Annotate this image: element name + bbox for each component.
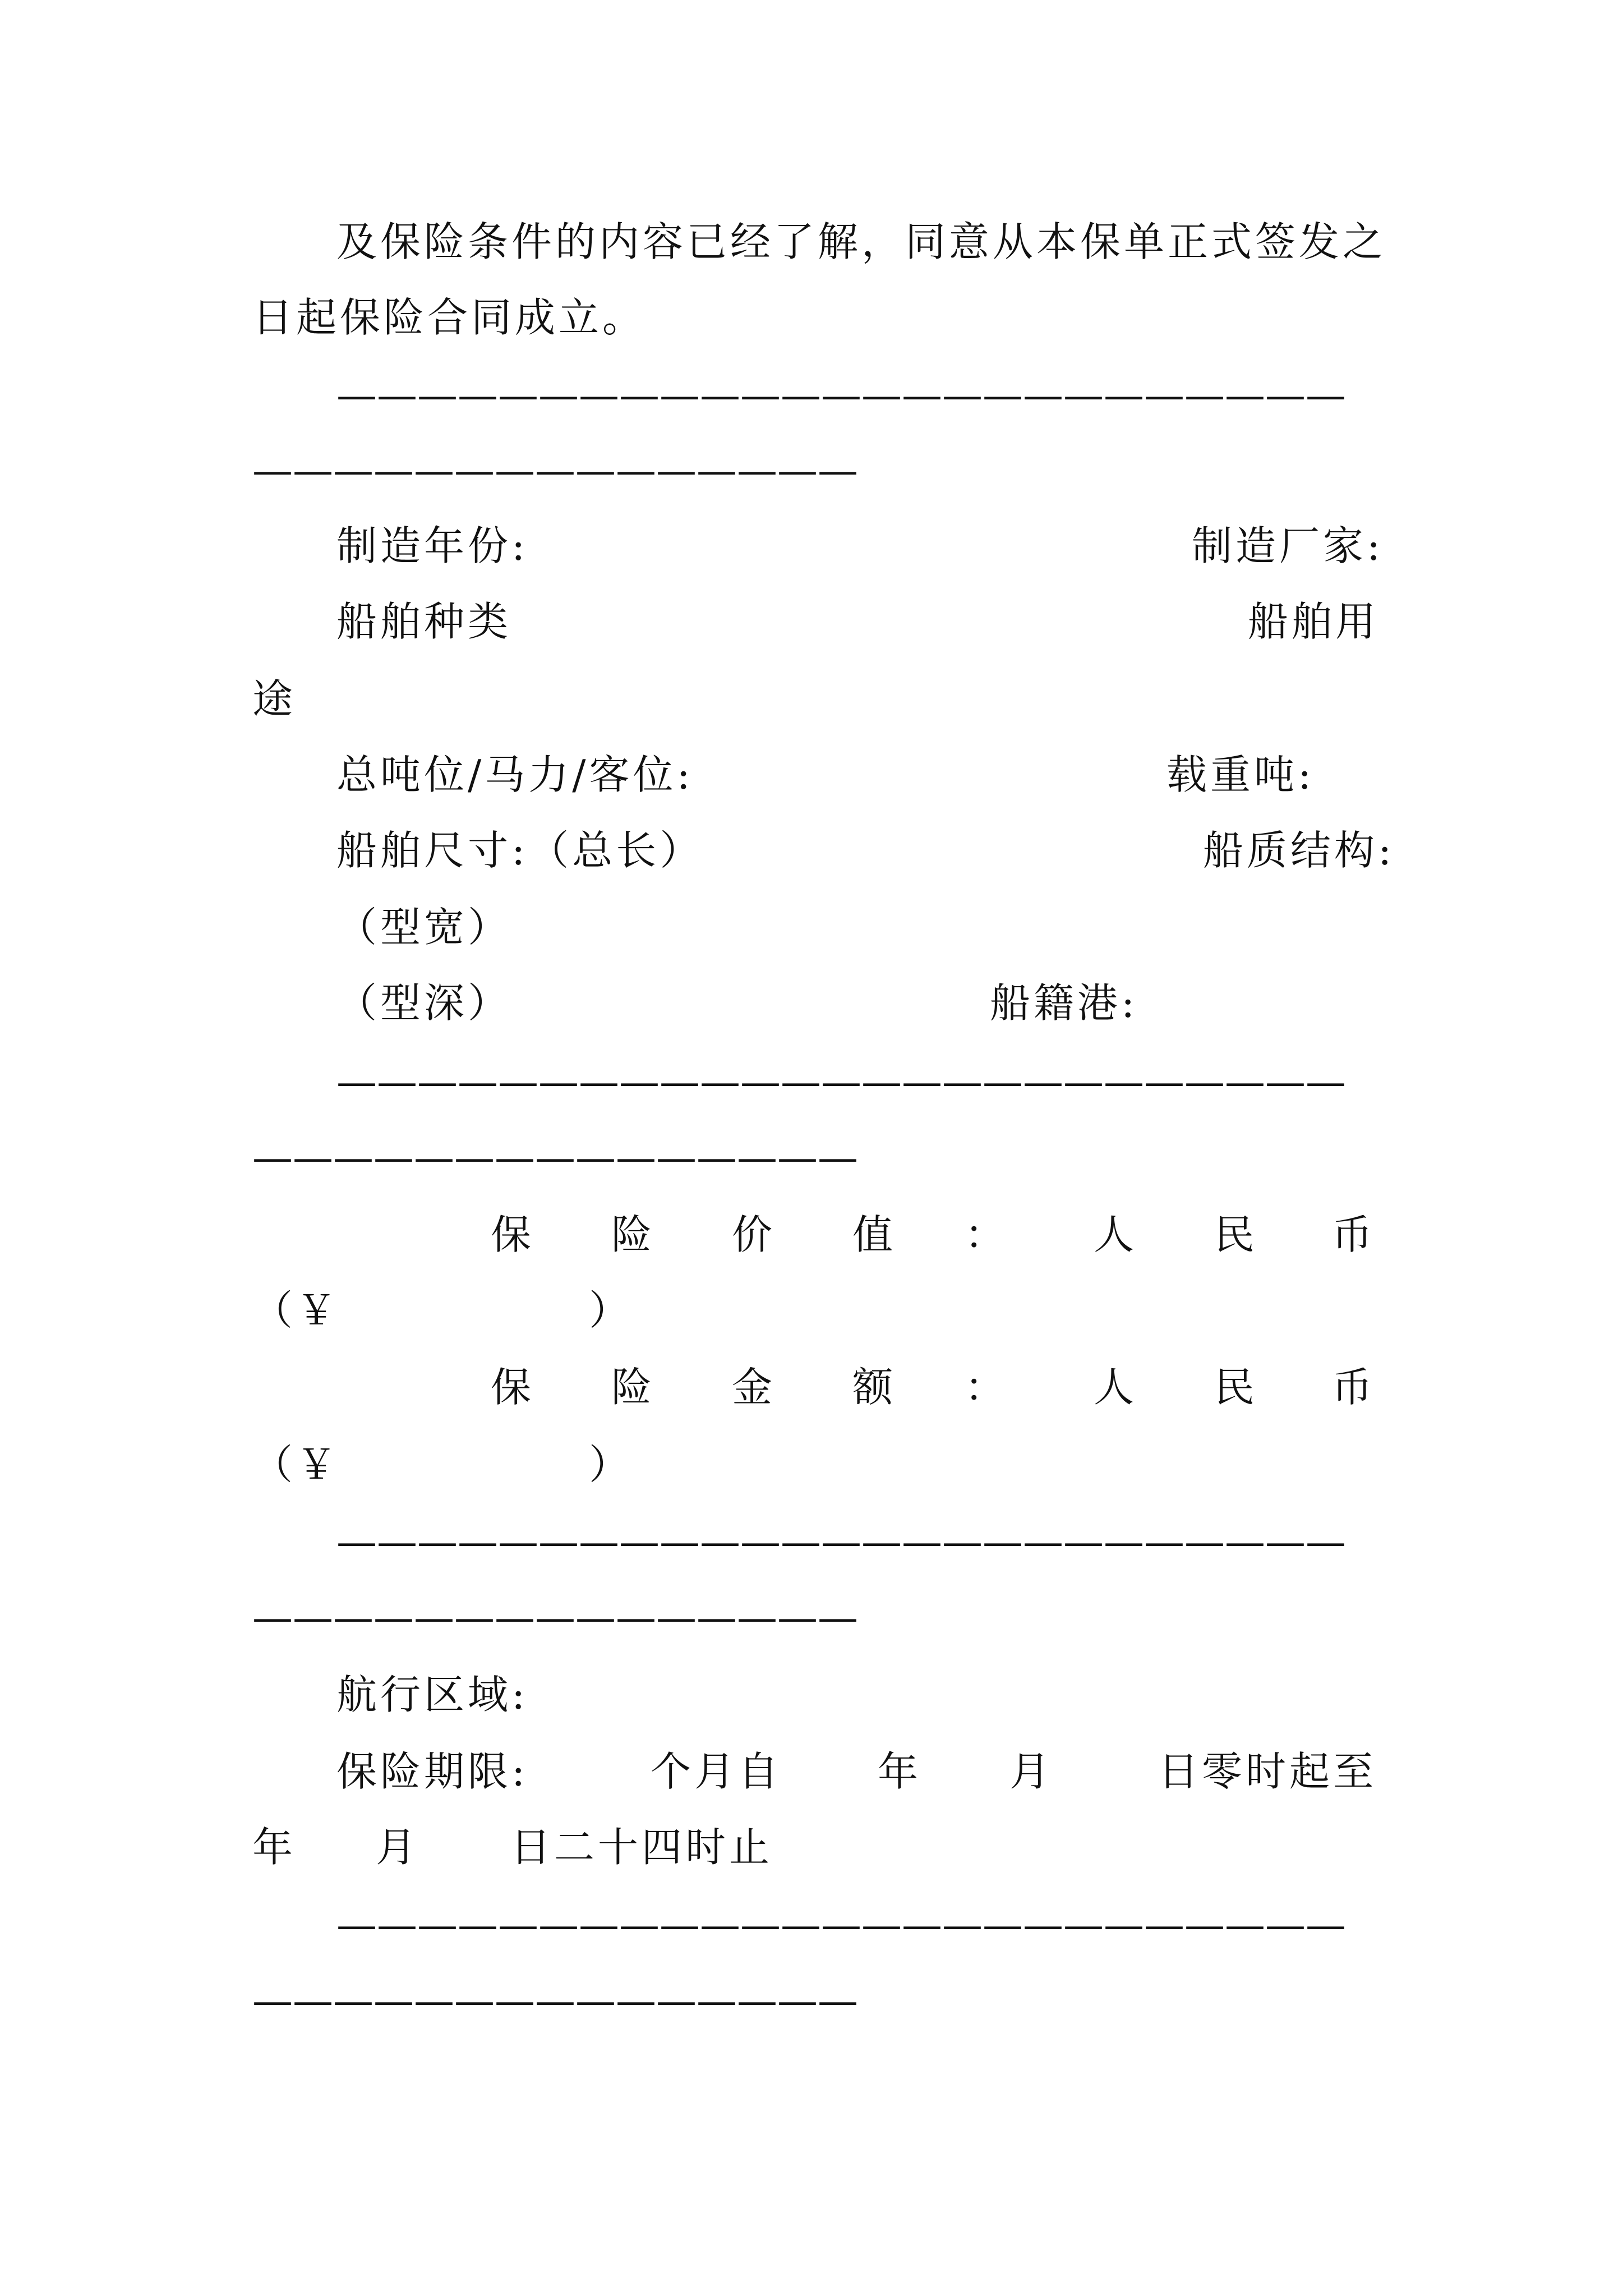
sum-insured-char: 币 [1332,1364,1373,1411]
sum-insured-char: ： [965,1364,1006,1411]
ship-use-label: 船舶用 [1248,598,1380,645]
ship-use-label-continued: 途 [252,675,297,723]
breadth-label: （型宽） [336,904,512,951]
period-end-year: 年 [252,1824,297,1871]
insured-value-amount-close: ） [589,1287,633,1334]
insured-value-char: 险 [611,1211,652,1258]
insured-value-amount-open: （￥ [252,1287,340,1334]
period-start-month: 月 [1009,1748,1054,1795]
separator-line: ——————————————— [252,1594,858,1641]
consent-line-2: 日起保险合同成立。 [252,294,647,341]
depth-label: （型深） [336,979,512,1027]
separator-line: ——————————————— [252,1134,858,1181]
insured-value-char: 价 [732,1211,773,1258]
separator-line: ————————————————————————— [336,1901,1346,1948]
period-start-day: 日零时起至 [1158,1748,1377,1795]
period-end-day: 日二十四时止 [510,1824,773,1871]
separator-line: ————————————————————————— [336,1058,1346,1105]
sum-insured-char: 保 [491,1364,532,1411]
manufacturer-label: 制造厂家: [1192,522,1384,569]
period-label: 保险期限: [336,1748,529,1795]
sum-insured-char: 民 [1214,1364,1255,1411]
dimensions-label: 船舶尺寸:（总长） [336,827,704,874]
sum-insured-amount-open: （￥ [252,1441,340,1488]
period-start-year: 年 [878,1748,922,1795]
separator-line: ————————————————————————— [336,1518,1346,1565]
insured-value-char: 民 [1214,1211,1255,1258]
sum-insured-char: 额 [852,1364,893,1411]
separator-line: ——————————————— [252,447,858,494]
insured-value-char: ： [965,1211,1006,1258]
sum-insured-amount-close: ） [589,1441,633,1488]
period-end-month: 月 [376,1824,420,1871]
period-months: 个月自 [651,1748,782,1795]
hull-material-label: 船质结构: [1203,827,1395,874]
build-year-label: 制造年份: [336,522,529,569]
navigation-area-label: 航行区域: [336,1671,529,1718]
sum-insured-char: 人 [1094,1364,1135,1411]
port-of-registry-label: 船籍港: [990,979,1138,1027]
sum-insured-char: 险 [611,1364,652,1411]
deadweight-label: 载重吨: [1166,751,1315,798]
separator-line: ——————————————— [252,1977,858,2024]
consent-line-1: 及保险条件的内容已经了解，同意从本保单正式签发之 [336,218,1387,265]
tonnage-label: 总吨位/马力/客位: [336,751,694,798]
separator-line: ————————————————————————— [336,371,1346,418]
insured-value-char: 值 [852,1211,893,1258]
insured-value-char: 币 [1332,1211,1373,1258]
sum-insured-char: 金 [732,1364,773,1411]
ship-type-label: 船舶种类 [336,598,512,645]
insured-value-char: 保 [491,1211,532,1258]
insured-value-char: 人 [1094,1211,1135,1258]
